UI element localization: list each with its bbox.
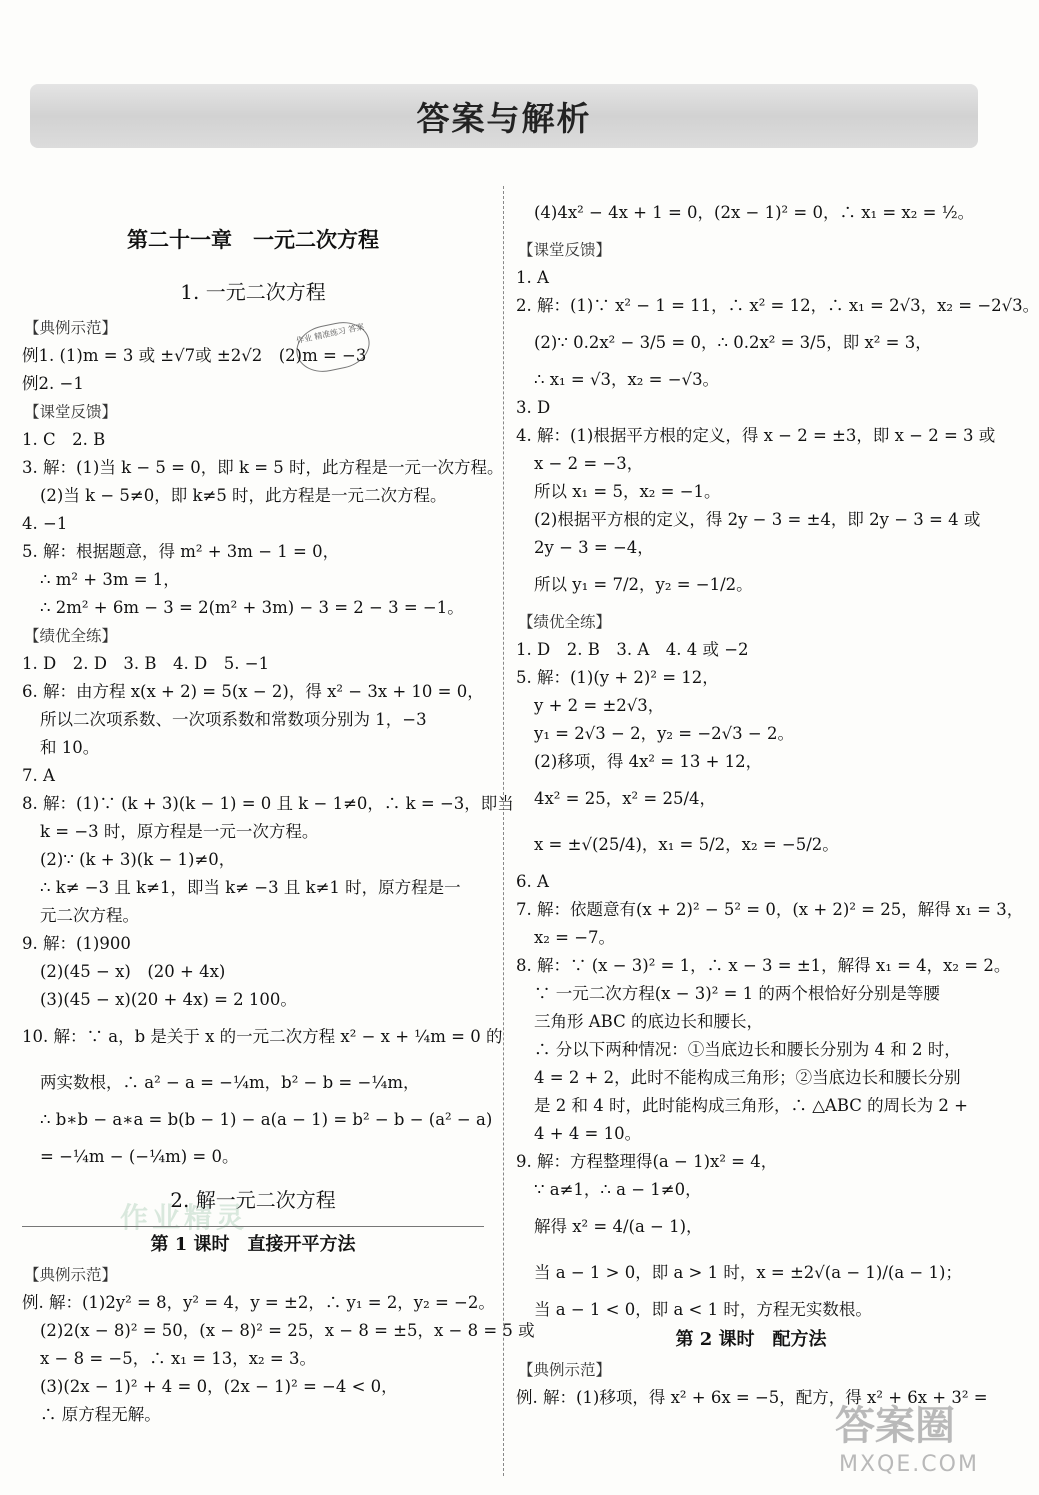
answer-line: x − 2 = −3， [534,454,644,473]
tag-feedback: 【 课堂反馈 】 [22,398,119,426]
answer-line: 两实数根，∴ a² − a = −¼m，b² − b = −¼m， [40,1073,420,1092]
answer-line: 5. 解：根据题意，得 m² + 3m − 1 = 0， [22,542,340,561]
answer-line: x = ±√(25/4)，x₁ = 5/2，x₂ = −5/2。 [534,835,839,854]
answer-line: 例1. (1)m = 3 或 ±√7或 ±2√2 (2)m = −3 [22,346,367,365]
answer-line: 4. −1 [22,514,68,533]
answer-line: ∴ b∗b − a∗a = b(b − 1) − a(a − 1) = b² − b − (a² − a) [40,1110,493,1129]
answer-line: 三角形 ABC 的底边长和腰长， [534,1012,763,1031]
answer-line: 解得 x² = 4/(a − 1)， [534,1217,703,1236]
answer-line: ∴ x₁ = √3，x₂ = −√3。 [534,370,720,389]
answer-line: 2y − 3 = −4， [534,538,654,557]
practice-answers [516,636,1024,1324]
section-heading: 1. 一元二次方程 [180,280,326,304]
lesson2-answers [516,1384,986,1412]
answer-line: 元二次方程。 [40,906,139,925]
tag-example: 【 典例示范 】 [22,1261,119,1289]
answer-line: ∴ 分以下两种情况：①当底边长和腰长分别为 4 和 2 时， [534,1040,961,1059]
lesson-heading: 第 1 课时 直接开平方法 [150,1234,356,1255]
answer-line: (4)4x² − 4x + 1 = 0，(2x − 1)² = 0，∴ x₁ = x₂ = ½。 [534,203,975,222]
answer-line: ∴ 2m² + 6m − 3 = 2(m² + 3m) − 3 = 2 − 3 = −1。 [40,598,464,617]
answer-line: 6. A [516,872,549,891]
answer-line: (3)(45 − x)(20 + 4x) = 2 100。 [40,990,297,1009]
answer-line: (2)移项，得 4x² = 13 + 12， [534,752,763,771]
page-title: 答案与解析 [416,98,592,138]
answer-line: y₁ = 2√3 − 2，y₂ = −2√3 − 2。 [534,724,794,743]
answer-line: x − 8 = −5，∴ x₁ = 13，x₂ = 3。 [40,1349,316,1368]
answer-line: 和 10。 [40,738,100,757]
answer-line: ∵ a≠1，∴ a − 1≠0， [534,1180,702,1199]
tag-feedback: 【 课堂反馈 】 [516,236,613,264]
section-rule [22,1226,484,1227]
example-answers [22,342,484,398]
answer-line: x₂ = −7。 [534,928,616,947]
answer-line: 例2. −1 [22,374,84,393]
chapter-heading: 第二十一章 一元二次方程 [127,227,379,252]
answer-line: 6. 解：由方程 x(x + 2) = 5(x − 2)，得 x² − 3x + 10 = 0， [22,682,484,701]
tag-example: 【 典例示范 】 [516,1356,613,1384]
answer-line: 4x² = 25，x² = 25/4， [534,789,717,808]
answer-line: 2. 解：(1)∵ x² − 1 = 11，∴ x² = 12，∴ x₁ = 2√3，x₂ = −2√3。 [516,296,1039,315]
answer-line: ∴ m² + 3m = 1， [40,570,180,589]
answer-line: (3)(2x − 1)² + 4 = 0，(2x − 1)² = −4 < 0， [40,1377,398,1396]
answer-line: = −¼m − (−¼m) = 0。 [40,1147,239,1166]
practice-answers [22,650,514,1180]
answer-line: y + 2 = ±2√3， [534,696,665,715]
answer-line: 所以二次项系数、一次项系数和常数项分别为 1，−3 [40,710,427,729]
lesson-heading: 第 2 课时 配方法 [675,1329,827,1350]
stamp-seal: 作业 精准练习 答案 [292,317,374,377]
feedback-answers [516,264,1039,608]
answer-line: 所以 y₁ = 7/2，y₂ = −1/2。 [534,575,753,594]
answer-line: 7. A [22,766,55,785]
answer-line: (2)(45 − x) (20 + 4x) [40,962,226,981]
answer-line: 8. 解：(1)∵ (k + 3)(k − 1) = 0 且 k − 1≠0，∴ k = −3，即当 [22,794,514,813]
answer-line: 4 + 4 = 10。 [534,1124,642,1143]
right-column [516,190,1039,1412]
answer-line: 3. D [516,398,551,417]
answer-line: 当 a − 1 > 0，即 a > 1 时，x = ±2√(a − 1)/(a − 1)； [534,1263,962,1282]
answer-line: 10. 解：∵ a，b 是关于 x 的一元二次方程 x² − x + ¼m = 0 的 [22,1027,503,1046]
answer-line: 9. 解：(1)900 [22,934,131,953]
watermark: 作业精灵 [120,1201,249,1234]
answer-line: 1. C 2. B [22,430,106,449]
answer-line: 1. D 2. B 3. A 4. 4 或 −2 [516,640,749,659]
answer-line: (2)根据平方根的定义，得 2y − 3 = ±4，即 2y − 3 = 4 或 [534,510,981,529]
column-divider [503,186,504,1476]
section-heading: 2. 解一元二次方程 [170,1188,336,1212]
answer-line: 5. 解：(1)(y + 2)² = 12， [516,668,719,687]
answer-line: 例. 解：(1)2y² = 8，y² = 4，y = ±2，∴ y₁ = 2，y₂ = −2。 [22,1293,495,1312]
tag-practice: 【 绩优全练 】 [516,608,613,636]
answer-line: 4 = 2 + 2，此时不能构成三角形；②当底边长和腰长分别 [534,1068,961,1087]
answer-line: 8. 解：∵ (x − 3)² = 1，∴ x − 3 = ±1，解得 x₁ = 4，x₂ = 2。 [516,956,1011,975]
logo-text: 答案圈 [835,1403,955,1449]
answer-line: 3. 解：(1)当 k − 5 = 0，即 k = 5 时，此方程是一元一次方程。 [22,458,504,477]
answer-line: 9. 解：方程整理得(a − 1)x² = 4， [516,1152,778,1171]
answer-line: ∴ 原方程无解。 [40,1405,161,1424]
answer-line: 当 a − 1 < 0，即 a < 1 时，方程无实数根。 [534,1300,872,1319]
tag-example: 【 典例示范 】 [22,314,119,342]
answer-line: (2)∵ 0.2x² − 3/5 = 0，∴ 0.2x² = 3/5，即 x² = 3， [534,333,932,352]
answer-line: k = −3 时，原方程是一元一次方程。 [40,822,319,841]
answer-line: (2)∵ (k + 3)(k − 1)≠0， [40,850,236,869]
answer-line: ∴ k≠ −3 且 k≠1，即当 k≠ −3 且 k≠1 时，原方程是一 [40,878,461,897]
answer-line: (2)当 k − 5≠0，即 k≠5 时，此方程是一元二次方程。 [40,486,447,505]
answer-line: 7. 解：依题意有(x + 2)² − 5² = 0，(x + 2)² = 25，解得 x₁ = 3， [516,900,1024,919]
answer-line: (2)2(x − 8)² = 50，(x − 8)² = 25，x − 8 = ±5，x − 8 = 5 或 [40,1321,535,1340]
tag-practice: 【 绩优全练 】 [22,622,119,650]
answer-line: 例. 解：(1)移项，得 x² + 6x = −5，配方，得 x² + 6x + 3² = [516,1388,988,1407]
answer-line: 1. A [516,268,549,287]
logo-url: MXQE.COM [839,1452,979,1477]
answer-line: 4. 解：(1)根据平方根的定义，得 x − 2 = ±3，即 x − 2 = 3 或 [516,426,996,445]
answer-line: 所以 x₁ = 5，x₂ = −1。 [534,482,721,501]
answer-line: 1. D 2. D 3. B 4. D 5. −1 [22,654,270,673]
feedback-answers [22,426,504,622]
lesson1-answers [22,1289,535,1429]
header-banner [30,84,978,148]
answer-line: 是 2 和 4 时，此时能构成三角形，∴ △ABC 的周长为 2 + [534,1096,968,1115]
answer-line: ∵ 一元二次方程(x − 3)² = 1 的两个根恰好分别是等腰 [534,984,940,1003]
